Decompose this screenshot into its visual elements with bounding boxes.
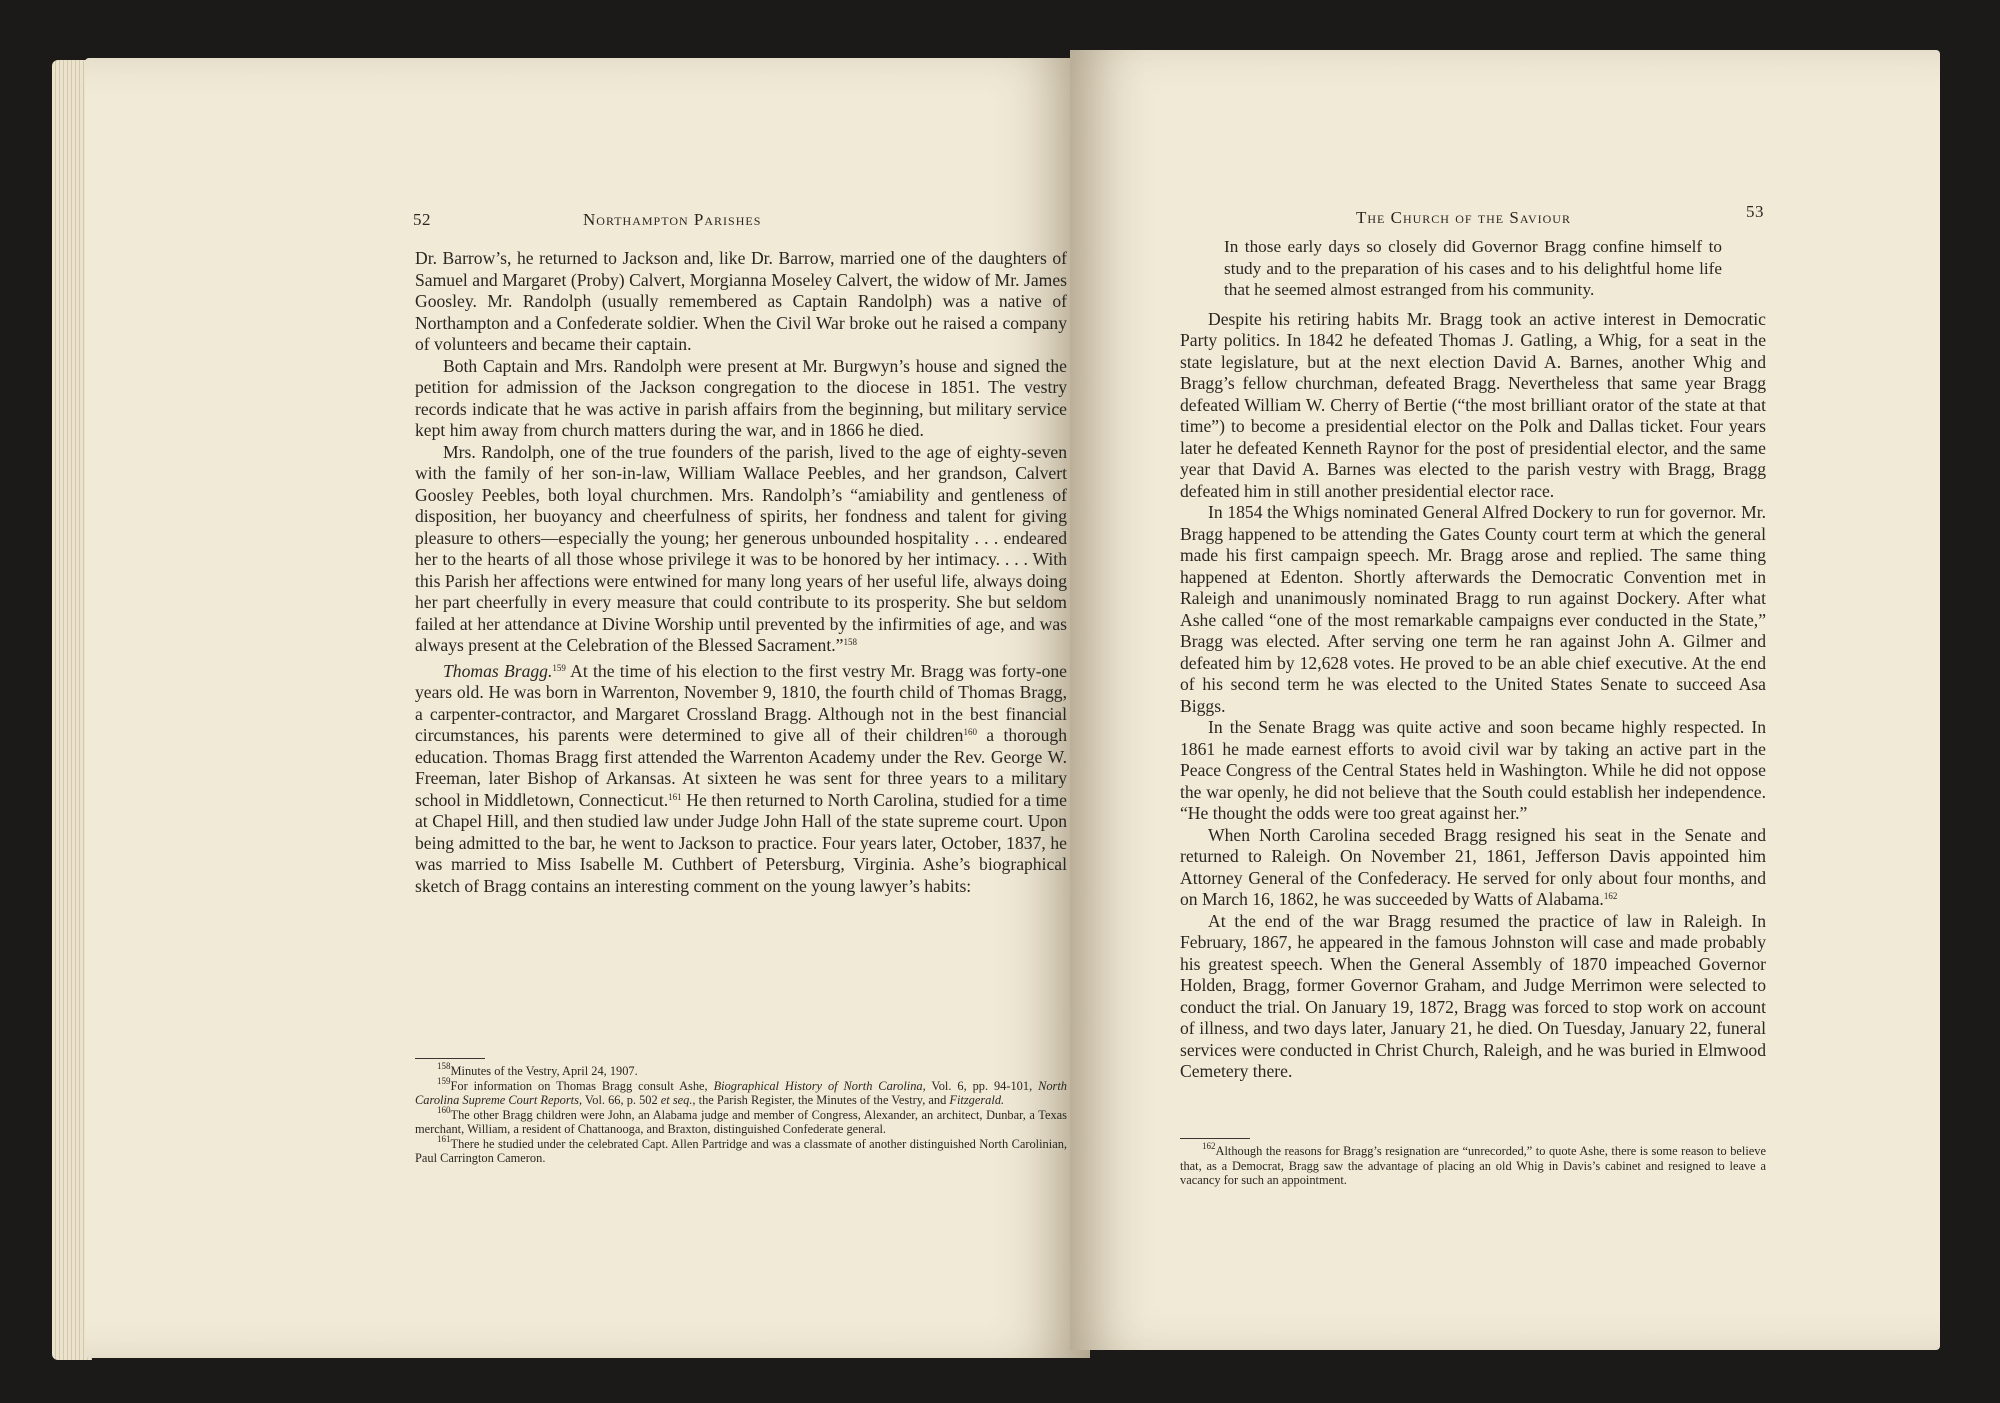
page-number-right: 53 — [1746, 202, 1764, 221]
footnote-rule — [1180, 1138, 1250, 1139]
footnote-ref[interactable]: 159 — [552, 662, 566, 673]
footnote — [415, 1061, 1067, 1079]
left-body-text — [415, 248, 1067, 897]
paragraph-text: Mrs. Randolph, one of the true founders of the parish, lived to the age of eighty-seven with the family of her son-in-law, William Wallace Peebles, and her grandson, Calvert Goosley Peebles, both loyal churchmen. Mrs. Randolph’s “amiability and gentleness of disposition, her buoyancy and cheerfulness of spirits, her fondness and talent for giving pleasure to others—especially the young; her generous unbounded hospitality . . . endeared her to the hearts of all those whose privilege it was to be honored by her intimacy. . . . With this Parish her affections were entwined for many long years of her useful life, always doing her part cheerfully in every measure that could contribute to its prosperity. She but seldom failed at her attendance at Divine Worship until prevented by the infirmities of age, and was always present at the Celebration of the Blessed Sacrament.” — [415, 441, 1067, 655]
paragraph-text: He then returned to North Carolina, studied for a time at Chapel Hill, and then studied law under Judge John Hall of the state supreme court. Upon being admitted to the bar, he went to Jackson to practice. Four years later, October, 1837, he was married to Miss Isabelle M. Cuthbert of Petersburg, Virginia. Ashe’s biographical sketch of Bragg contains an interesting comment on the young lawyer’s habits: — [415, 789, 1067, 896]
footnote-ref[interactable]: 161 — [668, 791, 682, 802]
left-footnotes — [415, 1061, 1067, 1166]
footnote-title: Fitzgerald. — [949, 1093, 1005, 1107]
paragraph: In the Senate Bragg was quite active and soon became highly respected. In 1861 he made earnest efforts to avoid civil war by taking an active part in the Peace Congress of the Central States held in Washington. While he did not oppose the war openly, he did not believe that the South could establish her independence. “He thought the odds were too great against her.” — [1180, 717, 1766, 823]
footnote-number: 160 — [437, 1104, 451, 1115]
right-footnotes — [1180, 1141, 1766, 1188]
footnote-rule — [415, 1058, 485, 1059]
footnote — [415, 1133, 1067, 1166]
footnote-ref[interactable]: 162 — [1603, 891, 1618, 901]
footnote-number: 162 — [1202, 1141, 1216, 1151]
footnote-text: Minutes of the Vestry, April 24, 1907. — [450, 1064, 638, 1078]
footnote — [1180, 1141, 1766, 1188]
page-number-left: 52 — [413, 210, 431, 229]
footnote — [415, 1104, 1067, 1137]
footnote-text: Vol. 66, p. 502 — [584, 1093, 658, 1107]
footnote-number: 161 — [437, 1133, 451, 1144]
paragraph: Both Captain and Mrs. Randolph were present at Mr. Burgwyn’s house and signed the petition for admission of the Jackson congregation to the diocese in 1851. The vestry records indicate that he was active in parish affairs from the beginning, but military service kept him away from church matters during the war, and in 1866 he died. — [415, 355, 1067, 440]
left-page — [85, 58, 1090, 1358]
block-quote — [1224, 236, 1722, 301]
paragraph: Despite his retiring habits Mr. Bragg took an active interest in Democratic Party politics. In 1842 he defeated Thomas J. Gatling, a Whig, for a seat in the state legislature, but at the next election David A. Barnes, another Whig and Bragg’s fellow churchman, defeated Bragg. Nevertheless that same year Bragg defeated William W. Cherry of Bertie (“the most brilliant orator of the state at that time”) to become a presidential elector on the Polk and Dallas ticket. Four years later he defeated Kenneth Raynor for the post of presidential elector, and the same year that David A. Barnes was elected to the parish vestry with Bragg, Bragg defeated him in still another presidential elector race. — [1180, 308, 1766, 501]
footnote-title: et seq., — [660, 1093, 696, 1107]
running-head-right: The Church of the Saviour — [1356, 208, 1571, 227]
paragraph: In 1854 the Whigs nominated General Alfred Dockery to run for governor. Mr. Bragg happened to be attending the Gates County court term at which the general made his first campaign speech. Mr. Bragg arose and replied. The same thing happened at Edenton. Shortly afterwards the Democratic Convention met in Raleigh and unanimously nominated Bragg to run against Dockery. After what Ashe called “one of the most remarkable campaigns ever conducted in the State,” Bragg was elected. After serving one term he ran against John A. Gilmer and defeated him by 12,628 votes. He proved to be an able chief executive. At the end of his second term he was elected to the United States Senate to succeed Asa Biggs. — [1180, 502, 1766, 716]
paragraph — [1180, 825, 1766, 911]
footnote-text: Vol. 6, pp. 94-101, — [931, 1078, 1033, 1093]
footnote-title: Biographical History of North Carolina, — [713, 1078, 926, 1093]
footnote — [415, 1075, 1067, 1108]
paragraph-text: At the time of his election to the first vestry Mr. Bragg was forty-one years old. He was born in Warrenton, November 9, 1810, the fourth child of Thomas Bragg, a carpenter-contractor, and Margaret Crossland Bragg. Although not in the best financial circumstances, his parents were determined to give all of their children — [415, 660, 1067, 745]
paragraph-text: When North Carolina seceded Bragg resigned his seat in the Senate and returned to Raleigh. On November 21, 1861, Jefferson Davis appointed him Attorney General of the Confederacy. He served for only about four months, and on March 16, 1862, he was succeeded by Watts of Alabama. — [1180, 824, 1766, 909]
right-body-text — [1180, 236, 1766, 1083]
paragraph: At the end of the war Bragg resumed the practice of law in Raleigh. In February, 1867, he appeared in the famous Johnston will case and made probably his greatest speech. When the General Assembly of 1870 impeached Governor Holden, Bragg, former Governor Graham, and Judge Merrimon were selected to conduct the trial. On January 19, 1872, Bragg was forced to stop work on account of illness, and two days later, January 21, he died. On Tuesday, January 22, funeral services were conducted in Christ Church, Raleigh, and he was buried in Elmwood Cemetery there. — [1180, 910, 1766, 1081]
footnote-ref[interactable]: 158 — [843, 637, 857, 647]
footnote-text: Although the reasons for Bragg’s resignation are “unrecorded,” to quote Ashe, there is some reason to believe that, as a Democrat, Bragg saw the advantage of placing an old Whig in Davis’s cabinet and resigned to leave a vacancy for such an appointment. — [1180, 1144, 1766, 1187]
footnote-text: There he studied under the celebrated Capt. Allen Partridge and was a classmate of another distinguished North Carolinian, Paul Carrington Cameron. — [415, 1136, 1067, 1165]
quote-text: In those early days so closely did Governor Bragg confine himself to study and to the preparation of his cases and to his delightful home life that he seemed almost estranged from his community. — [1224, 237, 1722, 299]
paragraph — [415, 442, 1067, 657]
footnote-text: For information on Thomas Bragg consult Ashe, — [450, 1078, 708, 1093]
footnote-number: 158 — [437, 1061, 451, 1071]
open-book — [40, 50, 1940, 1370]
footnote-text: The other Bragg children were John, an Alabama judge and member of Congress, Alexander, an architect, Dunbar, a Texas merchant, William, a resident of Chattanooga, and Braxton, distinguished Confederate general. — [415, 1107, 1067, 1136]
right-page — [1070, 50, 1940, 1350]
footnote-number: 159 — [437, 1075, 451, 1086]
footnote-ref[interactable]: 160 — [963, 727, 977, 737]
paragraph — [415, 661, 1067, 898]
footnote-title: North Carolina Supreme Court Reports, — [415, 1078, 1067, 1107]
footnote-text: the Parish Register, the Minutes of the Vestry, and — [698, 1093, 947, 1107]
paragraph-text: a thorough education. Thomas Bragg first attended the Warrenton Academy under the Rev. George W. Freeman, later Bishop of Arkansas. At sixteen he was sent for three years to a military school in Middletown, Connecticut. — [415, 725, 1067, 810]
section-heading: Thomas Bragg. — [443, 660, 553, 681]
paragraph: Dr. Barrow’s, he returned to Jackson and, like Dr. Barrow, married one of the daughters of Samuel and Margaret (Proby) Calvert, Morgianna Moseley Calvert, the widow of Mr. James Goosley. Mr. Randolph (usually remembered as Captain Randolph) was a native of Northampton and a Confederate soldier. When the Civil War broke out he raised a company of volunteers and became their captain. — [415, 248, 1067, 354]
running-head-left: Northampton Parishes — [583, 210, 762, 229]
